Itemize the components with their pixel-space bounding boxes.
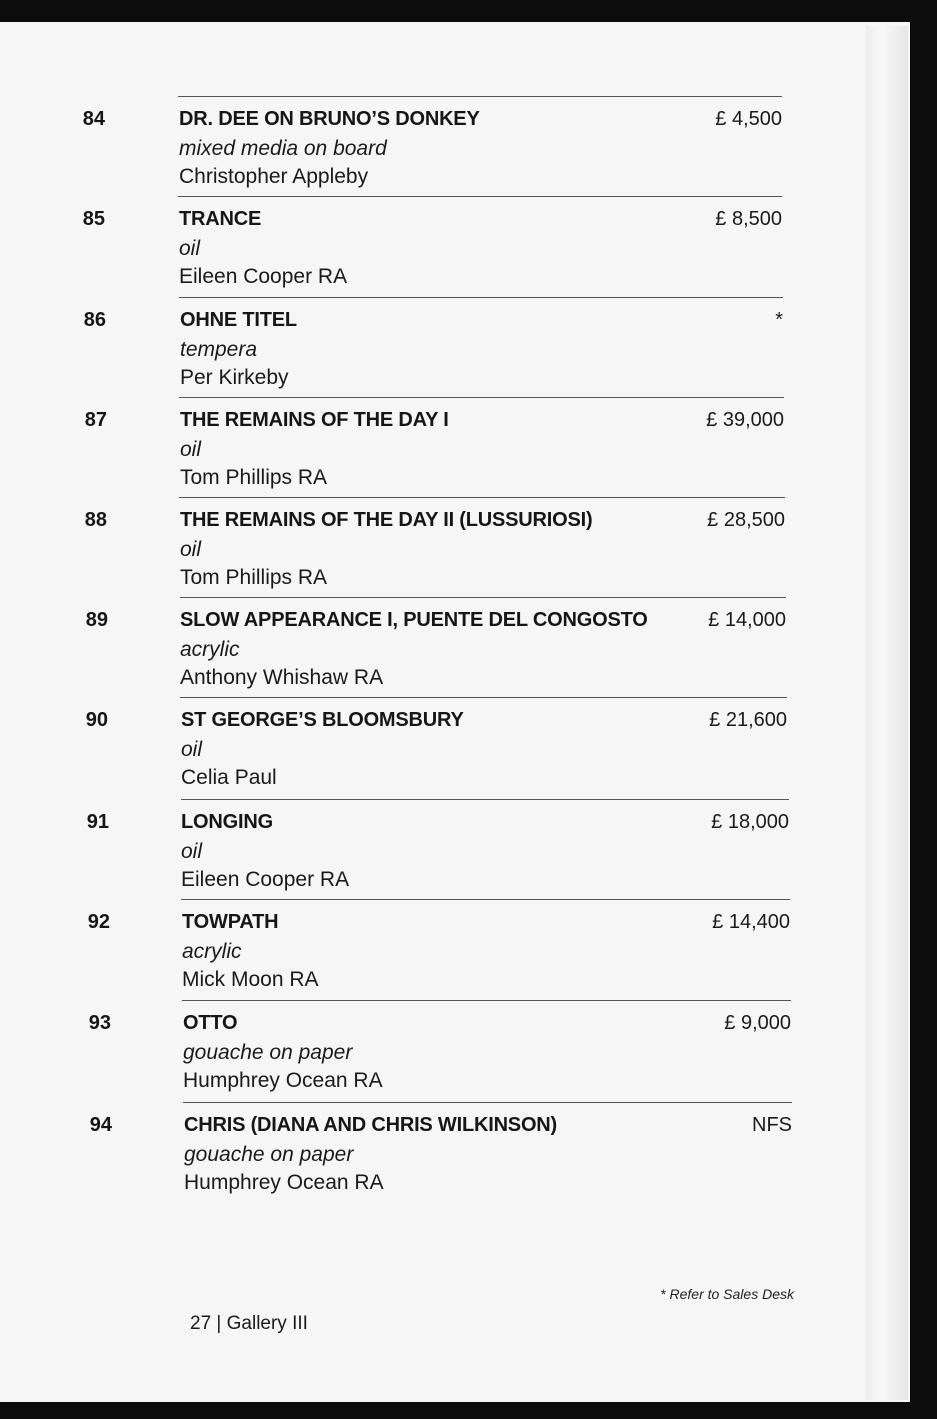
catalogue-entry xyxy=(0,799,800,899)
catalogue-entry xyxy=(0,1102,800,1202)
entry-medium: oil xyxy=(180,438,202,461)
entry-divider xyxy=(180,597,786,598)
entry-number: 92 xyxy=(87,911,110,933)
entry-medium: gouache on paper xyxy=(183,1041,353,1064)
page-edge xyxy=(866,26,908,1400)
entry-number: 94 xyxy=(89,1114,112,1136)
entry-number: 84 xyxy=(82,108,105,130)
entry-price: £ 14,400 xyxy=(712,911,790,933)
catalogue-entry xyxy=(0,96,800,196)
entry-title: THE REMAINS OF THE DAY I xyxy=(180,409,449,431)
page-footer: 27 | Gallery III xyxy=(190,1313,308,1334)
entry-artist: Humphrey Ocean RA xyxy=(184,1171,384,1194)
entry-price: £ 21,600 xyxy=(709,709,787,731)
entry-number: 86 xyxy=(83,309,106,331)
entry-medium: acrylic xyxy=(182,940,242,963)
entry-title: TOWPATH xyxy=(182,911,279,933)
entry-medium: oil xyxy=(181,840,203,863)
entry-number: 85 xyxy=(82,208,105,230)
entry-medium: oil xyxy=(180,538,202,561)
entry-title: OTTO xyxy=(183,1012,238,1034)
entry-divider xyxy=(182,1000,791,1001)
entry-artist: Christopher Appleby xyxy=(179,165,369,188)
entry-price: £ 14,000 xyxy=(708,609,786,631)
catalogue-entry xyxy=(0,697,800,797)
catalogue-entry xyxy=(0,1000,800,1100)
entry-medium: gouache on paper xyxy=(184,1143,354,1166)
entry-divider xyxy=(183,1102,792,1103)
footnote: * Refer to Sales Desk xyxy=(660,1286,794,1302)
entry-title: LONGING xyxy=(181,811,273,833)
entry-number: 90 xyxy=(85,709,108,731)
entry-price: £ 4,500 xyxy=(715,108,782,130)
entry-price: * xyxy=(775,309,783,331)
entry-title: TRANCE xyxy=(179,208,262,230)
entry-divider xyxy=(179,397,784,398)
entry-medium: oil xyxy=(181,738,203,761)
entry-divider xyxy=(178,196,782,197)
entry-divider xyxy=(180,697,787,698)
entry-artist: Celia Paul xyxy=(181,766,277,789)
entry-divider xyxy=(181,799,789,800)
entry-number: 89 xyxy=(85,609,108,631)
entry-number: 87 xyxy=(84,409,107,431)
entry-price: NFS xyxy=(752,1114,792,1136)
entry-price: £ 18,000 xyxy=(711,811,789,833)
catalogue-entry xyxy=(0,899,800,999)
entry-number: 93 xyxy=(88,1012,111,1034)
entry-medium: oil xyxy=(179,237,201,260)
entry-artist: Per Kirkeby xyxy=(180,366,289,389)
entry-title: CHRIS (DIANA AND CHRIS WILKINSON) xyxy=(184,1114,558,1136)
catalogue-entry xyxy=(0,497,800,597)
entry-artist: Tom Phillips RA xyxy=(180,566,328,589)
entry-title: DR. DEE ON BRUNO’S DONKEY xyxy=(179,108,480,130)
catalogue-entry xyxy=(0,397,800,497)
entry-price: £ 9,000 xyxy=(724,1012,791,1034)
entry-artist: Mick Moon RA xyxy=(182,968,319,991)
catalogue-entry xyxy=(0,196,800,296)
entry-number: 91 xyxy=(86,811,109,833)
entry-title: SLOW APPEARANCE I, PUENTE DEL CONGOSTO xyxy=(180,609,648,631)
entry-medium: acrylic xyxy=(180,638,240,661)
entry-artist: Tom Phillips RA xyxy=(180,466,328,489)
entry-divider xyxy=(178,96,782,97)
entry-divider xyxy=(179,497,785,498)
entry-number: 88 xyxy=(84,509,107,531)
entry-divider xyxy=(179,297,783,298)
entry-artist: Humphrey Ocean RA xyxy=(183,1069,383,1092)
entry-artist: Eileen Cooper RA xyxy=(179,265,348,288)
entry-price: £ 28,500 xyxy=(707,509,785,531)
entry-artist: Anthony Whishaw RA xyxy=(180,666,384,689)
entry-title: THE REMAINS OF THE DAY II (LUSSURIOSI) xyxy=(180,509,593,531)
entry-title: ST GEORGE’S BLOOMSBURY xyxy=(181,709,464,731)
entry-artist: Eileen Cooper RA xyxy=(181,868,350,891)
entry-medium: tempera xyxy=(180,338,258,361)
catalogue-entry xyxy=(0,597,800,697)
entry-medium: mixed media on board xyxy=(179,137,387,160)
entry-title: OHNE TITEL xyxy=(180,309,297,331)
entry-price: £ 8,500 xyxy=(715,208,782,230)
entry-price: £ 39,000 xyxy=(706,409,784,431)
catalogue-entry xyxy=(0,297,800,397)
entry-divider xyxy=(181,899,790,900)
